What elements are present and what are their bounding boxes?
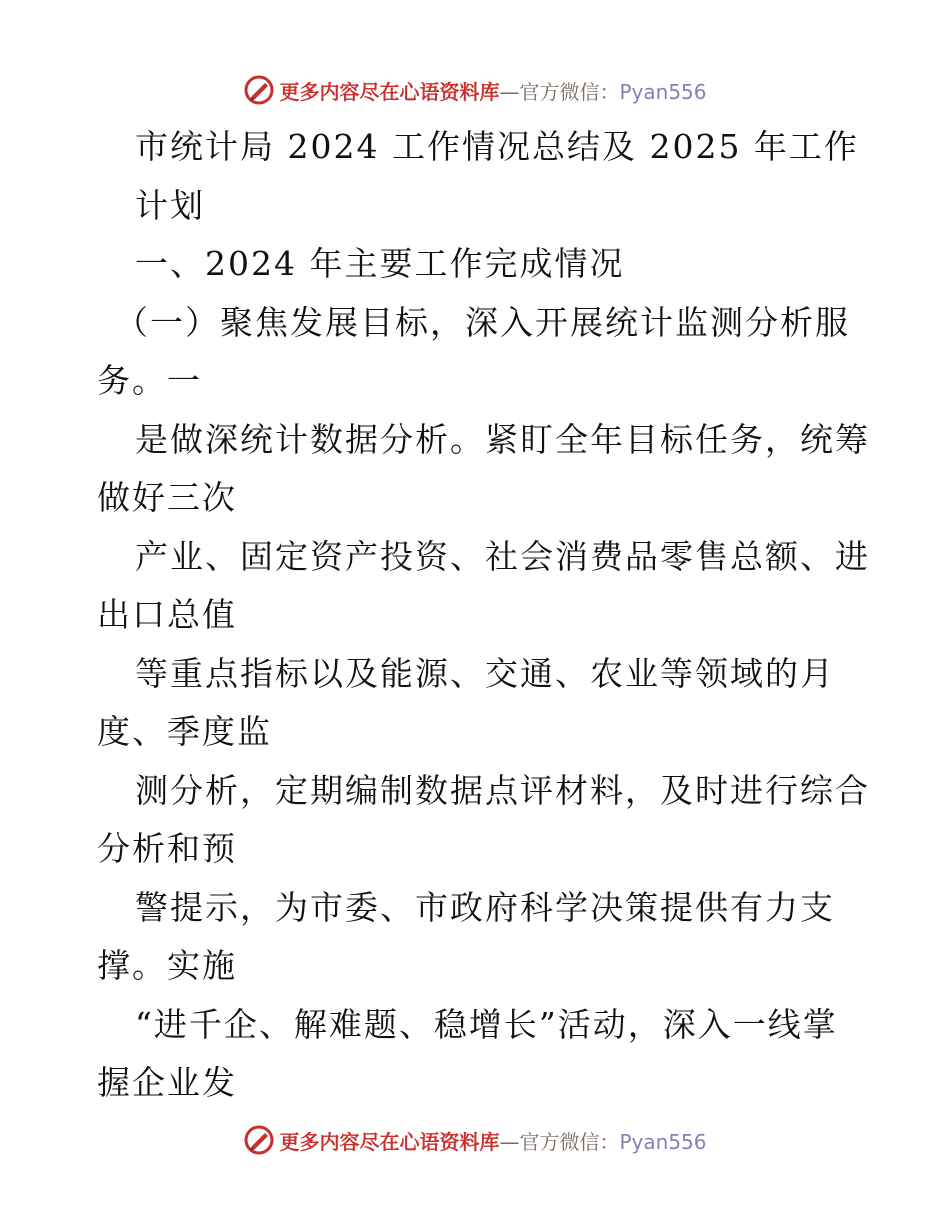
- text-line: 务。一: [97, 361, 202, 400]
- text-line: 分析和预: [97, 829, 237, 868]
- watermark-text: [279, 1126, 706, 1155]
- document-title-line-2: 计划: [135, 185, 205, 225]
- text-line: 做好三次: [97, 478, 237, 517]
- document-body: [97, 118, 870, 1113]
- watermark-dash: —: [499, 79, 520, 104]
- text-line: 握企业发: [97, 1063, 237, 1102]
- watermark-text: [279, 76, 706, 105]
- watermark-logo-icon: [243, 74, 275, 106]
- watermark-header: [0, 70, 950, 110]
- section-heading: 一、2024 年主要工作完成情况: [135, 244, 625, 283]
- watermark-id: Pyan556: [619, 79, 707, 104]
- watermark-footer: [0, 1120, 950, 1160]
- watermark-dash: —: [499, 1129, 520, 1154]
- watermark-label: 官方微信：: [519, 1129, 620, 1154]
- watermark-main: 更多内容尽在心语资料库: [279, 79, 500, 104]
- text-line: 等重点指标以及能源、交通、农业等领域的月: [135, 653, 835, 693]
- watermark-label: 官方微信：: [519, 79, 620, 104]
- text-line: 是做深统计数据分析。紧盯全年目标任务，统筹: [135, 419, 870, 459]
- watermark-logo-icon: [243, 1124, 275, 1156]
- text-line: 出口总值: [97, 595, 237, 634]
- text-line: 撑。实施: [97, 946, 237, 985]
- text-line: （一）聚焦发展目标，深入开展统计监测分析服: [115, 302, 850, 342]
- text-line: “进千企、解难题、稳增长”活动，深入一线掌: [135, 1004, 838, 1044]
- text-line: 度、季度监: [97, 712, 272, 751]
- document-title-line-1: 市统计局 2024 工作情况总结及 2025 年工作: [135, 127, 859, 166]
- watermark-main: 更多内容尽在心语资料库: [279, 1129, 500, 1154]
- text-line: 测分析，定期编制数据点评材料，及时进行综合: [135, 770, 870, 810]
- text-line: 产业、固定资产投资、社会消费品零售总额、进: [135, 536, 870, 576]
- watermark-id: Pyan556: [619, 1129, 707, 1154]
- text-line: 警提示，为市委、市政府科学决策提供有力支: [135, 887, 835, 927]
